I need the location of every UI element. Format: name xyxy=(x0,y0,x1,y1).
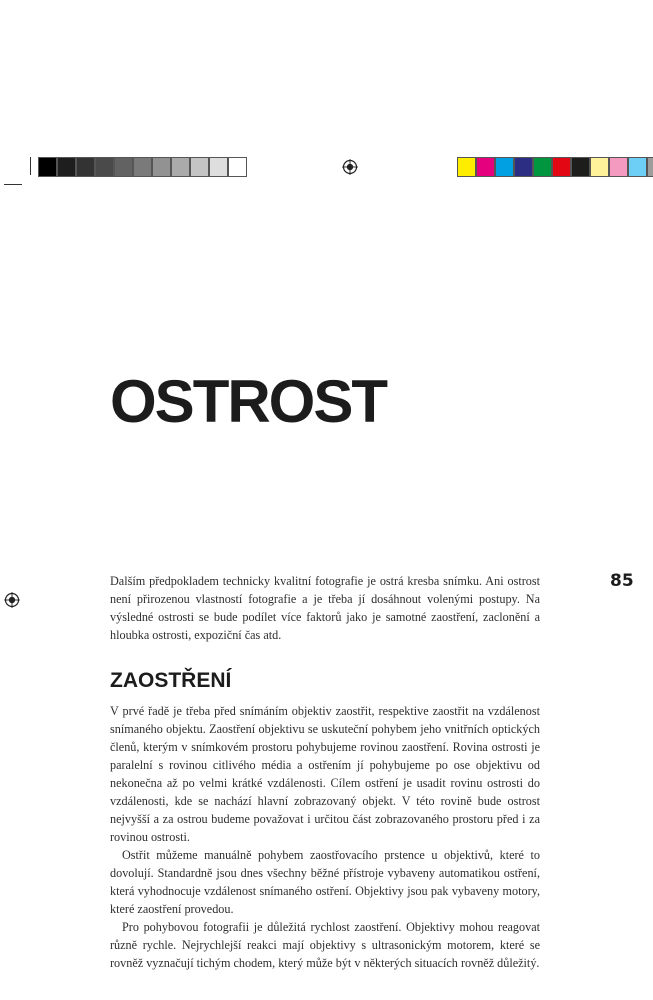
chapter-title: OSTROST xyxy=(110,368,387,435)
color-swatch xyxy=(57,157,76,177)
color-swatch xyxy=(514,157,533,177)
section-paragraph: V prvé řadě je třeba před snímáním objektiv zaostřit, respektive zaostřit na vzdálenost snímaného objektu. Zaostření objektivu se uskuteční pohybem jeho vnitřních optických členů, kterým v snímkovém prostoru pohybujeme rovinou zaostření. Rovina ostrosti je paralelní s rovinou citlivého média a ostřením jí pohybujeme po ose objektivu od nekonečna až po velmi krátké vzdálenosti. Cílem ostření je usadit rovinu ostrosti do vzdálenosti, kde se nachází hlavní zobrazovaný objekt. V této rovině bude ostrost nejvyšší a za ostrou budeme považovat i určitou část zobrazovaného prostoru před i za rovinou ostrosti. xyxy=(110,704,540,844)
color-swatch xyxy=(38,157,57,177)
color-swatch xyxy=(590,157,609,177)
color-swatch xyxy=(609,157,628,177)
color-swatch xyxy=(76,157,95,177)
color-swatch xyxy=(457,157,476,177)
color-swatch xyxy=(114,157,133,177)
color-calibration-bar xyxy=(457,157,653,177)
color-swatch xyxy=(495,157,514,177)
color-swatch xyxy=(95,157,114,177)
color-swatch xyxy=(571,157,590,177)
color-swatch xyxy=(628,157,647,177)
color-swatch xyxy=(133,157,152,177)
color-swatch xyxy=(209,157,228,177)
color-swatch xyxy=(228,157,247,177)
color-swatch xyxy=(552,157,571,177)
color-swatch xyxy=(533,157,552,177)
registration-mark-top-icon xyxy=(342,159,358,175)
crop-mark-vertical xyxy=(30,157,31,175)
section-paragraph: Pro pohybovou fotografii je důležitá rychlost zaostření. Objektivy mohou reagovat různě rychle. Nejrychlejší reakci mají objektivy s ultrasonickým motorem, které se rovněž vyznačují tichým chodem, který může být v některých situacích rovněž důležitý. xyxy=(110,920,540,970)
registration-mark-left-icon xyxy=(4,592,20,608)
page-number: 85 xyxy=(610,571,634,591)
color-swatch xyxy=(647,157,653,177)
body-text xyxy=(110,572,540,972)
intro-paragraph: Dalším předpokladem technicky kvalitní fotografie je ostrá kresba snímku. Ani ostrost není přirozenou vlastností fotografie a je třeba jí dosáhnout volenými postupy. Na výsledné ostrosti se bude podílet více faktorů jako je samotné zaostření, zaclonění a hloubka ostrosti, expoziční čas atd. xyxy=(110,574,540,642)
color-swatch xyxy=(476,157,495,177)
color-swatch xyxy=(152,157,171,177)
color-swatch xyxy=(171,157,190,177)
section-heading: ZAOSTŘENÍ xyxy=(110,669,232,692)
section-paragraph: Ostřit můžeme manuálně pohybem zaostřovacího prstence u objektivů, které to dovolují. Standardně jsou dnes všechny běžné přístroje vybaveny automatikou ostření, která vyhodnocuje vzdálenost snímaného ostření. Objektivy jsou pak vybaveny motory, které zaostření provedou. xyxy=(110,848,540,916)
crop-mark-horizontal xyxy=(4,184,22,185)
grayscale-calibration-bar xyxy=(38,157,247,177)
color-swatch xyxy=(190,157,209,177)
